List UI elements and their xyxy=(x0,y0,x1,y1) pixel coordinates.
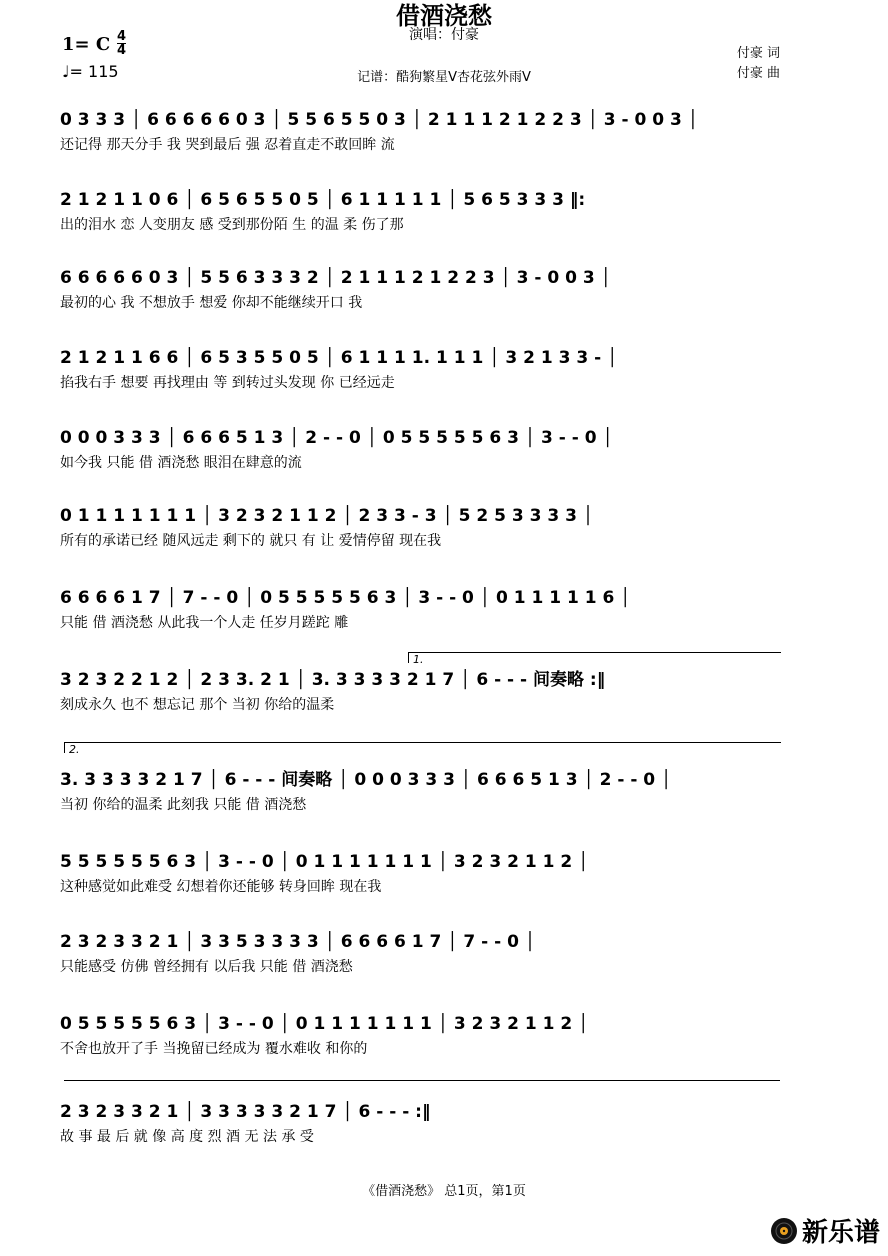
notation-line: 0 1 1 1 1 1 1 1 │ 3 2 3 2 1 1 2 │ 2 3 3 - 3 │ 5 2 5 3 3 3 3 │ xyxy=(60,506,594,526)
composer-credit: 付豪 曲 xyxy=(736,66,780,81)
brand-name: 新乐谱 xyxy=(802,1218,881,1248)
singer-credit: 演唱：付豪 xyxy=(409,27,479,43)
lyric-line: 如今我 只能 借 酒浇愁 眼泪在肆意的流 xyxy=(60,455,302,471)
lyric-line: 还记得 那天分手 我 哭到最后 强 忍着直走不敢回眸 流 xyxy=(60,137,395,153)
score-row xyxy=(60,418,784,480)
notation-line: 3 2 3 2 2 1 2 │ 2 3 3. 2 1 │ 3. 3 3 3 3 2 1 7 │ 6 - - - 间奏略 :‖ xyxy=(60,670,606,690)
brand-logo xyxy=(770,1212,880,1249)
volta-second-label: 2. xyxy=(69,743,80,756)
page-title: 借酒浇愁 xyxy=(396,2,492,30)
lyric-line: 最初的心 我 不想放手 想爱 你却不能继续开口 我 xyxy=(60,295,363,311)
score-row xyxy=(60,338,784,400)
volta-first-label: 1. xyxy=(413,653,424,666)
notation-line: 2 3 2 3 3 2 1 │ 3 3 3 3 3 2 1 7 │ 6 - - - :‖ xyxy=(60,1102,431,1122)
notation-line: 6 6 6 6 6 0 3 │ 5 5 6 3 3 3 2 │ 2 1 1 1 2 1 2 2 3 │ 3 - 0 0 3 │ xyxy=(60,268,611,288)
score-row xyxy=(60,1092,784,1154)
page-footer: 《借酒浇愁》 总1页，第1页 xyxy=(362,1184,526,1199)
score-row xyxy=(60,578,784,640)
lyric-line: 刻成永久 也不 想忘记 那个 当初 你给的温柔 xyxy=(60,697,335,713)
lyric-line: 只能 借 酒浇愁 从此我一个人走 任岁月蹉跎 雕 xyxy=(60,615,349,631)
notation-line: 3. 3 3 3 3 2 1 7 │ 6 - - - 间奏略 │ 0 0 0 3 3 3 │ 6 6 6 5 1 3 │ 2 - - 0 │ xyxy=(60,770,672,790)
notation-line: 6 6 6 6 1 7 │ 7 - - 0 │ 0 5 5 5 5 5 6 3 │ 3 - - 0 │ 0 1 1 1 1 1 6 │ xyxy=(60,588,631,608)
score-row xyxy=(60,100,784,162)
volta-second-ending xyxy=(64,742,781,756)
transcriber-credit: 记谱：酷狗繁星V杏花弦外雨V xyxy=(357,70,531,85)
lyric-line: 这种感觉如此难受 幻想着你还能够 转身回眸 现在我 xyxy=(60,879,382,895)
time-signature-bottom: 4 xyxy=(117,43,127,58)
time-signature-top: 4 xyxy=(117,29,127,44)
lyric-line: 出的泪水 恋 人变朋友 感 受到那份陌 生 的温 柔 伤了那 xyxy=(60,217,404,233)
score-row xyxy=(60,496,784,558)
notation-line: 0 5 5 5 5 5 6 3 │ 3 - - 0 │ 0 1 1 1 1 1 1 1 │ 3 2 3 2 1 1 2 │ xyxy=(60,1014,589,1034)
notation-line: 5 5 5 5 5 5 6 3 │ 3 - - 0 │ 0 1 1 1 1 1 1 1 │ 3 2 3 2 1 1 2 │ xyxy=(60,852,589,872)
lyric-line: 只能感受 仿佛 曾经拥有 以后我 只能 借 酒浇愁 xyxy=(60,959,353,975)
score-row xyxy=(60,258,784,320)
key-signature: 1= C xyxy=(62,34,111,55)
notation-line: 0 0 0 3 3 3 │ 6 6 6 5 1 3 │ 2 - - 0 │ 0 5 5 5 5 5 6 3 │ 3 - - 0 │ xyxy=(60,428,613,448)
score-row xyxy=(60,922,784,984)
score-row xyxy=(60,660,784,722)
lyric-line: 故 事 最 后 就 像 高 度 烈 酒 无 法 承 受 xyxy=(60,1129,314,1145)
tempo-marking: ♩= 115 xyxy=(62,62,119,81)
notation-line: 2 1 2 1 1 0 6 │ 6 5 6 5 5 0 5 │ 6 1 1 1 1 1 │ 5 6 5 3 3 3 ‖: xyxy=(60,190,586,210)
lyricist-credit: 付豪 词 xyxy=(736,46,780,61)
lyric-line: 所有的承诺已经 随风远走 剩下的 就只 有 让 爱情停留 现在我 xyxy=(60,533,442,549)
time-signature xyxy=(117,30,126,57)
notation-line: 0 3 3 3 │ 6 6 6 6 6 0 3 │ 5 5 6 5 5 0 3 │ 2 1 1 1 2 1 2 2 3 │ 3 - 0 0 3 │ xyxy=(60,110,698,130)
notation-line: 2 1 2 1 1 6 6 │ 6 5 3 5 5 0 5 │ 6 1 1 1 1. 1 1 1 │ 3 2 1 3 3 - │ xyxy=(60,348,618,368)
score-row xyxy=(60,760,784,822)
score-row xyxy=(60,1004,784,1066)
lyric-line: 不舍也放开了手 当挽留已经成为 覆水难收 和你的 xyxy=(60,1041,368,1057)
score-row xyxy=(60,180,784,242)
score-row xyxy=(60,842,784,904)
final-row-bracket xyxy=(64,1080,780,1081)
notation-line: 2 3 2 3 3 2 1 │ 3 3 5 3 3 3 3 │ 6 6 6 6 1 7 │ 7 - - 0 │ xyxy=(60,932,536,952)
volta-first-ending xyxy=(408,652,781,666)
lyric-line: 当初 你给的温柔 此刻我 只能 借 酒浇愁 xyxy=(60,797,307,813)
lyric-line: 掐我右手 想要 再找理由 等 到转过头发现 你 已经远走 xyxy=(60,375,395,391)
vinyl-record-icon xyxy=(770,1217,798,1245)
